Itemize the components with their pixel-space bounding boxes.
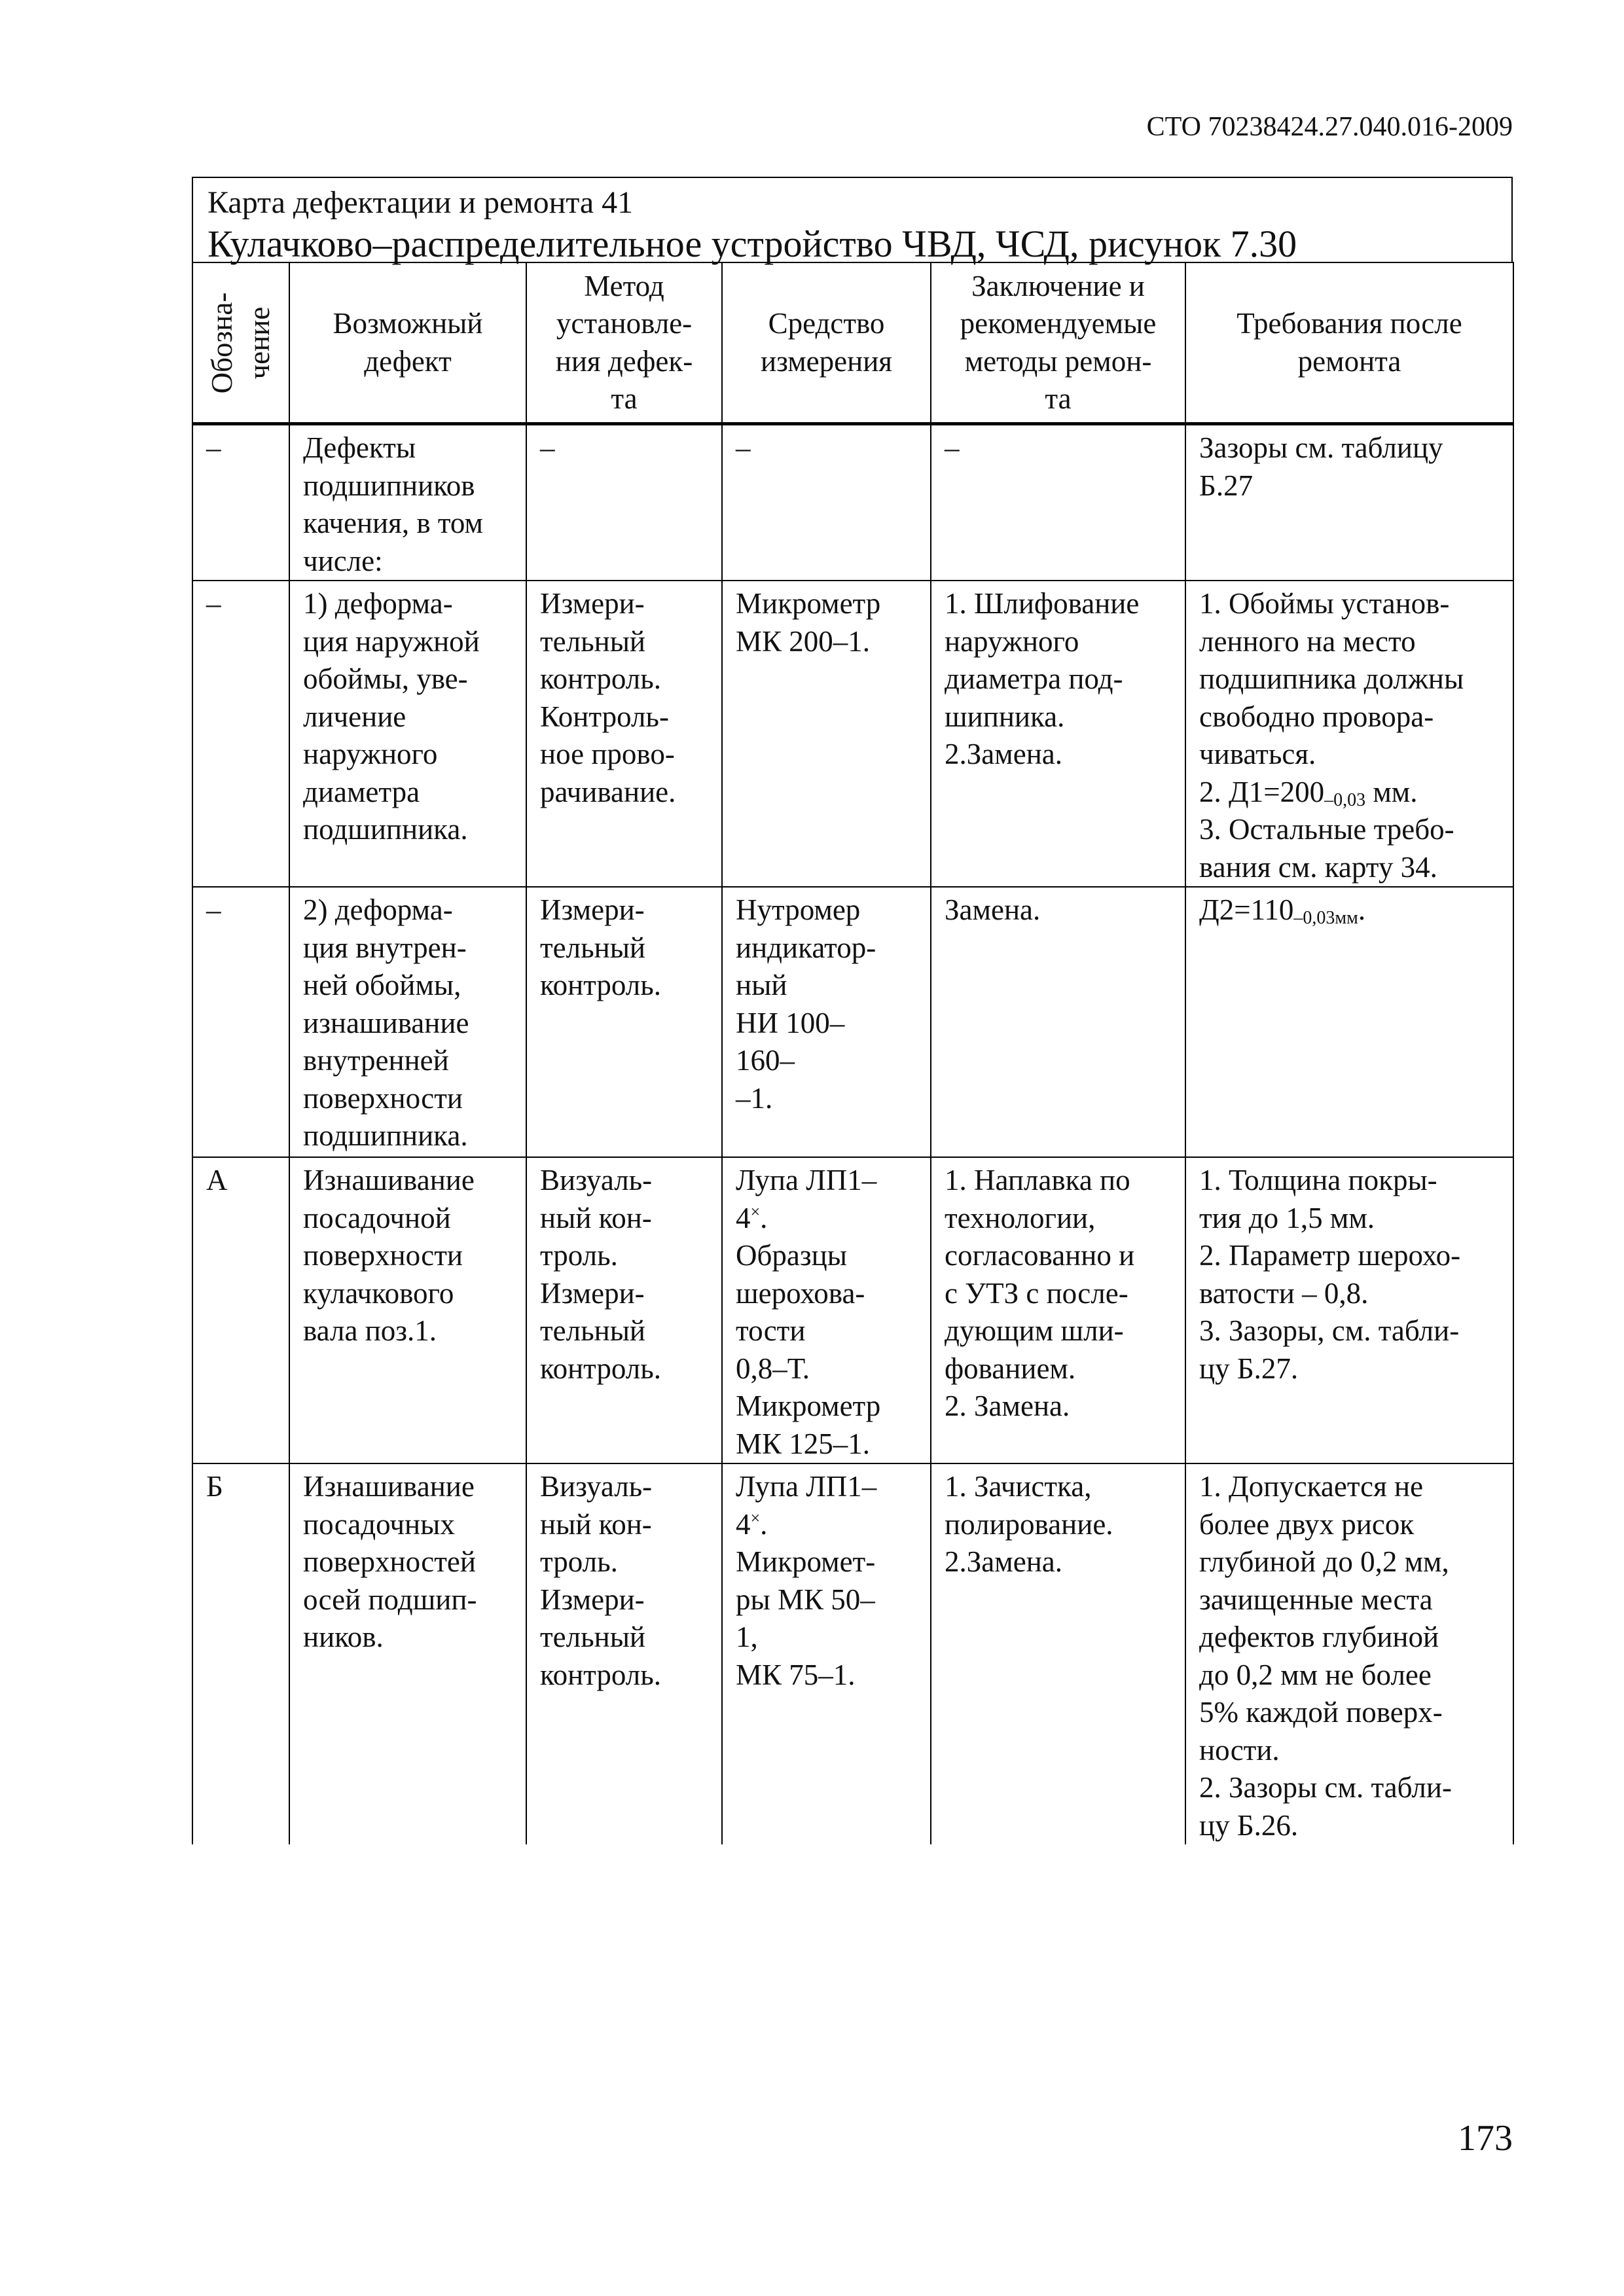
requirements-line: свободно провора- [1199,700,1434,733]
cell-conclusion: – [931,424,1185,581]
cell-designation: Б [192,1463,289,1844]
table-row [192,887,1513,1157]
requirements-line: подшипника должны [1199,662,1464,695]
cell-designation: – [192,424,289,581]
cell-conclusion: 1. Шлифование наружного диаметра под- шипника. 2.Замена. [931,581,1185,887]
cell-method: Измери- тельный контроль. Контроль- ное прово- рачивание. [526,581,722,887]
cell-defect: 1) деформа- ция наружной обоймы, уве- личение наружного диаметра подшипника. [289,581,526,887]
requirements-line: чиваться. [1199,738,1316,770]
cell-requirements: $Д2=110_{-0,03мм}$. [1185,887,1513,1157]
cell-tool: Микрометр МК 200–1. [722,581,931,887]
cell-requirements: Зазоры см. таблицу Б.27 [1185,424,1513,581]
cell-conclusion: 1. Зачистка, полирование. 2.Замена. [931,1463,1185,1844]
requirements-tail: 3. Остальные требо- вания см. карту 34. [1199,813,1454,884]
cell-tool: Нутромер индикатор- ный НИ 100– 160– –1. [722,887,931,1157]
card-title: Карта дефектации и ремонта 41 [208,185,634,220]
cell-method: Визуаль- ный кон- троль. Измери- тельный контроль. [526,1157,722,1463]
col-header-defect: Возможный дефект [289,262,526,424]
card-title-box [192,177,1513,265]
cell-tool: Лупа ЛП1– 4×. Микромет- ры МК 50– 1, МК 75–1. [722,1463,931,1844]
cell-requirements: 1. Допускается не более двух рисок глубиной до 0,2 мм, зачищенные места дефектов глубиной до 0,2 мм не более 5% каждой поверх- ности. 2. Зазоры см. табли- цу Б.26. [1185,1463,1513,1844]
cell-tool: – [722,424,931,581]
col-header-tool: Средство измерения [722,262,931,424]
col-header-method: Метод установле- ния дефек- та [526,262,722,424]
cell-designation: – [192,887,289,1157]
col-header-designation-label: Обозна- чение [206,292,276,393]
col-header-conclusion: Заключение и рекомендуемые методы ремон- та [931,262,1185,424]
requirements-d1: 2. $Д1=200_{-0,03}$ мм. [1199,775,1418,810]
cell-designation: – [192,581,289,887]
cell-tool: Лупа ЛП1– 4×. Образцы шерохова- тости 0,8–Т. Микрометр МК 125–1. [722,1157,931,1463]
cell-designation: А [192,1157,289,1463]
cell-defect: 2) деформа- ция внутрен- ней обоймы, изнашивание внутренней поверхности подшипника. [289,887,526,1157]
table-row [192,1157,1513,1463]
col-header-requirements: Требования после ремонта [1185,262,1513,424]
table-row [192,424,1513,581]
page-number: 173 [1458,2118,1513,2159]
card-subtitle: Кулачково–распределительное устройство ЧВД, ЧСД, рисунок 7.30 [208,223,1297,265]
table-row [192,581,1513,887]
cell-method: – [526,424,722,581]
cell-defect: Изнашивание посадочных поверхностей осей подшип- ников. [289,1463,526,1844]
col-header-designation [192,262,289,424]
cell-method: Измери- тельный контроль. [526,887,722,1157]
cell-defect: Изнашивание посадочной поверхности кулачкового вала поз.1. [289,1157,526,1463]
defect-table [192,262,1514,1844]
requirements-line: ленного на место [1199,624,1416,658]
cell-method: Визуаль- ный кон- троль. Измери- тельный контроль. [526,1463,722,1844]
cell-defect: Дефекты подшипников качения, в том числе: [289,424,526,581]
table-header-row [192,262,1513,424]
cell-requirements [1185,581,1513,887]
cell-conclusion: 1. Наплавка по технологии, согласованно и с УТЗ с после- дующим шли- фованием. 2. Замена. [931,1157,1185,1463]
requirements-line: 1. Обоймы установ- [1199,587,1450,620]
document-code: СТО 70238424.27.040.016-2009 [1146,112,1513,142]
cell-requirements: 1. Толщина покры- тия до 1,5 мм. 2. Параметр шерохо- ватости – 0,8. 3. Зазоры, см. табли- цу Б.27. [1185,1157,1513,1463]
cell-conclusion: Замена. [931,887,1185,1157]
defect-card [192,177,1513,1844]
table-row [192,1463,1513,1844]
